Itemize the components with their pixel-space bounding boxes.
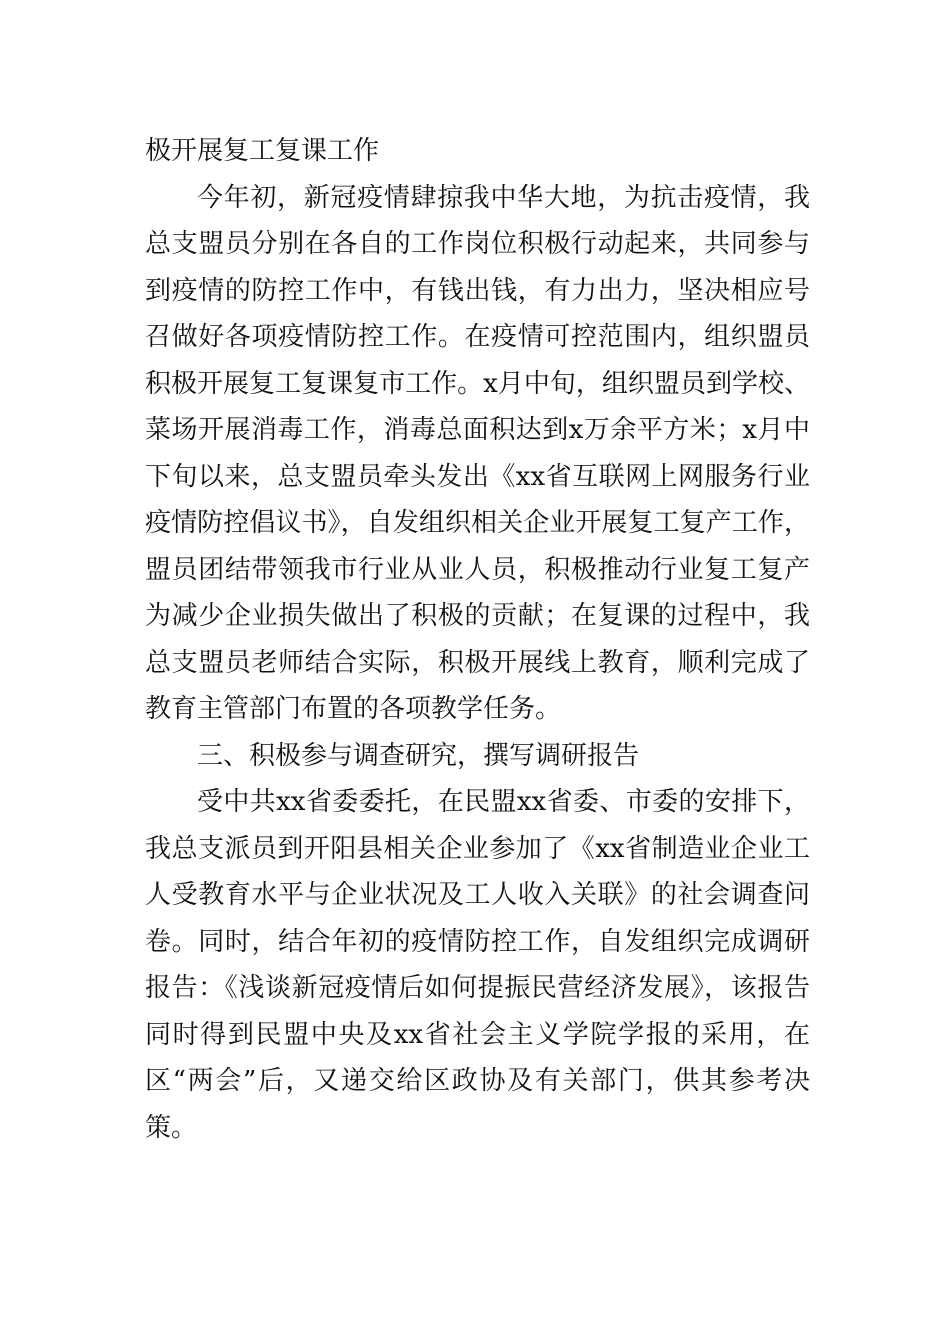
paragraph-research-report: 受中共xx省委委托，在民盟xx省委、市委的安排下，我总支派员到开阳县相关企业参加了《xx省制造业企业工人受教育水平与企业状况及工人收入关联》的社会调查问卷。同时，结合年初的疫情防控工作，自发组织完成调研报告：《浅谈新冠疫情后如何提振民营经济发展》，该报告同时得到民盟中央及xx省社会主义学院学报的采用，在区“两会”后，又递交给区政协及有关部门，供其参考决策。 [145,787,810,1143]
document-body [145,128,810,1151]
section-heading-research: 三、积极参与调查研究，撰写调研报告 [197,740,640,771]
paragraph-epidemic-prevention: 今年初，新冠疫情肆掠我中华大地，为抗击疫情，我总支盟员分别在各自的工作岗位积极行动起来，共同参与到疫情的防控工作中，有钱出钱，有力出力，坚决相应号召做好各项疫情防控工作。在疫情可控范围内，组织盟员积极开展复工复课复市工作。x月中旬，组织盟员到学校、菜场开展消毒工作，消毒总面积达到x万余平方米；x月中下旬以来，总支盟员牵头发出《xx省互联网上网服务行业疫情防控倡议书》，自发组织相关企业开展复工复产工作，盟员团结带领我市行业从业人员，积极推动行业复工复产为减少企业损失做出了积极的贡献；在复课的过程中，我总支盟员老师结合实际，积极开展线上教育，顺利完成了教育主管部门布置的各项教学任务。 [145,182,810,724]
paragraph-continuation: 极开展复工复课工作 [145,136,380,166]
